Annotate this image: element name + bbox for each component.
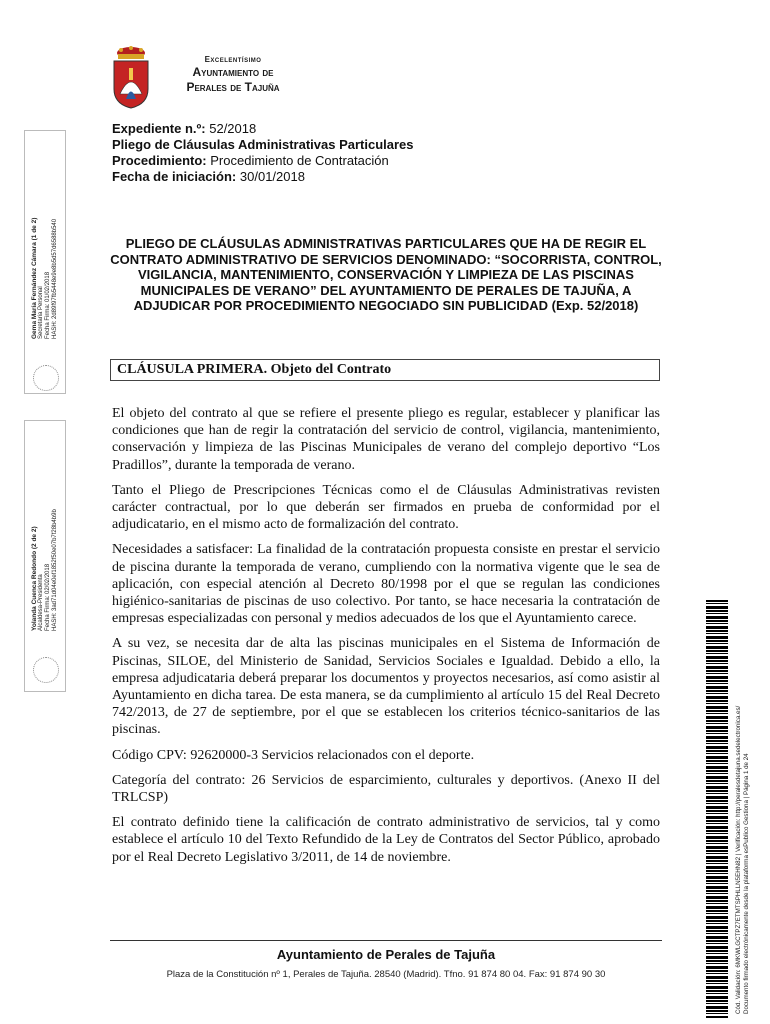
paragraph: A su vez, se necesita dar de alta las piscinas municipales en el Sistema de Información de Piscinas, SILOE, del Ministerio de Sanidad, Servicios Sociales e Igualdad. Debido a ello, la empresa adjudicataria deberá preparar los documentos y proyectos necesarios, así como asistir al Ayuntamiento en dicha tarea. De esta manera, se da cumplimiento al artículo 15 del Real Decreto 742/2013, de 27 de septiembre, por el que se establecen los criterios técnico-sanitarios de las piscinas.	[112, 636, 660, 738]
signature-hash: HASH: 2d89f97fb5448e9e8b5d57d6588b540	[52, 218, 58, 339]
document-meta	[112, 121, 414, 185]
procedimiento-label: Procedimiento:	[112, 153, 207, 168]
procedimiento-row	[112, 153, 414, 169]
signer-role: Alcaldesa-Presidenta	[38, 574, 44, 631]
signature-seal-icon	[33, 365, 59, 391]
footer-name: Ayuntamiento de Perales de Tajuña	[276, 947, 496, 962]
header-line-3: Perales de Tajuña	[186, 80, 280, 94]
signature-block-1	[24, 130, 66, 394]
paragraph: El objeto del contrato al que se refiere el presente pliego es regular, establecer y planificar las condiciones que han de regir la contratación del servicio de control, vigilancia, mantenimiento, conservación y limpieza de las Piscinas Municipales de verano del complejo deportivo “Los Pradillos”, durante la temporada de verano.	[112, 406, 660, 473]
fecha-row	[112, 169, 414, 185]
document-title: PLIEGO DE CLÁUSULAS ADMINISTRATIVAS PARTICULARES QUE HA DE REGIR EL CONTRATO ADMINISTRATIVO DE SERVICIOS DENOMINADO: “SOCORRISTA, CONTROL, VIGILANCIA, MANTENIMIENTO, CONSERVACIÓN Y LIMPIEZA DE LAS PISCINAS MUNICIPALES DE VERANO” DEL AYUNTAMIENTO DE PERALES DE TAJUÑA, A ADJUDICAR POR PROCEDIMIENTO NEGOCIADO SIN PUBLICIDAD (Exp. 52/2018)	[110, 236, 662, 314]
signature-text-1	[31, 218, 59, 339]
signature-seal-icon	[33, 657, 59, 683]
paragraph: Categoría del contrato: 26 Servicios de esparcimiento, culturales y deportivos. (Anexo II del TRLCSP)	[112, 772, 660, 806]
expediente-value: 52/2018	[209, 121, 257, 136]
clause-heading: CLÁUSULA PRIMERA. Objeto del Contrato	[110, 359, 660, 381]
paragraph: Tanto el Pliego de Prescripciones Técnicas como el de Cláusulas Administrativas revisten carácter contractual, por lo que deberán ser firmados en prueba de conformidad por el adjudicatario, en el mismo acto de formalización del contrato.	[112, 482, 660, 533]
signature-text-2	[31, 509, 59, 631]
paragraph: Código CPV: 92620000-3 Servicios relacionados con el deporte.	[112, 747, 475, 763]
signature-block-2	[24, 420, 66, 692]
pliego-line: Pliego de Cláusulas Administrativas Particulares	[112, 137, 414, 152]
signature-date: Fecha Firma: 01/02/2018	[45, 271, 51, 339]
validation-note	[735, 706, 751, 1014]
expediente-row	[112, 121, 414, 137]
signer-name: Gema María Fernández Cámara (1 de 2)	[31, 217, 38, 339]
expediente-label: Expediente n.º:	[112, 121, 206, 136]
signature-hash: HASH: 3ad71d04e0ef1852f50e07b7f28b4b9b	[52, 509, 58, 631]
paragraph: Necesidades a satisfacer: La finalidad de la contratación propuesta consiste en prestar el servicio de piscina durante la temporada de verano, cumpliendo con la normativa vigente que le sea de aplicación, con especial atención al Decreto 80/1998 por el que se regulan las condiciones higiénico-sanitarias de piscinas de uso colectivo. Por tanto, se hace necesaria la contratación de empresas especializadas con personal y medios adecuados de los que el Ayuntamiento carece.	[112, 542, 660, 627]
signer-name: Yolanda Cuenca Redondo (2 de 2)	[31, 526, 38, 631]
paragraph: El contrato definido tiene la calificación de contrato administrativo de servicios, tal y como establece el artículo 10 del Texto Refundido de la Ley de Contratos del Sector Público, aprobado por el Real Decreto Legislativo 3/2011, de 14 de noviembre.	[112, 815, 660, 865]
validation-code-line: Cód. Validación: 6MKWLGCTPZ7ETMTSPHLLN5EHN82 | Verificación: http://peralesdetajuna.sedelectronica.es/	[735, 705, 742, 1014]
header-line-1: Excelentísimo	[204, 55, 262, 64]
fecha-label: Fecha de iniciación:	[112, 169, 237, 184]
municipal-crest-logo	[108, 44, 154, 110]
footer-divider	[110, 940, 662, 941]
institution-header	[163, 55, 303, 94]
header-line-2: Ayuntamiento de	[192, 65, 274, 79]
signature-date: Fecha Firma: 02/02/2018	[45, 563, 51, 631]
validation-barcode	[706, 600, 728, 1018]
platform-line: Documento firmado electrónicamente desde la plataforma esPublico Gestiona | Página 1 de 24	[743, 753, 750, 1014]
signer-role: Secretaria Personal	[38, 286, 44, 339]
body-text	[112, 405, 660, 874]
fecha-value: 30/01/2018	[239, 169, 305, 184]
procedimiento-value: Procedimiento de Contratación	[210, 153, 389, 168]
footer-address: Plaza de la Constitución nº 1, Perales de Tajuña. 28540 (Madrid). Tfno. 91 874 80 04. Fax: 91 874 90 30	[166, 969, 606, 980]
